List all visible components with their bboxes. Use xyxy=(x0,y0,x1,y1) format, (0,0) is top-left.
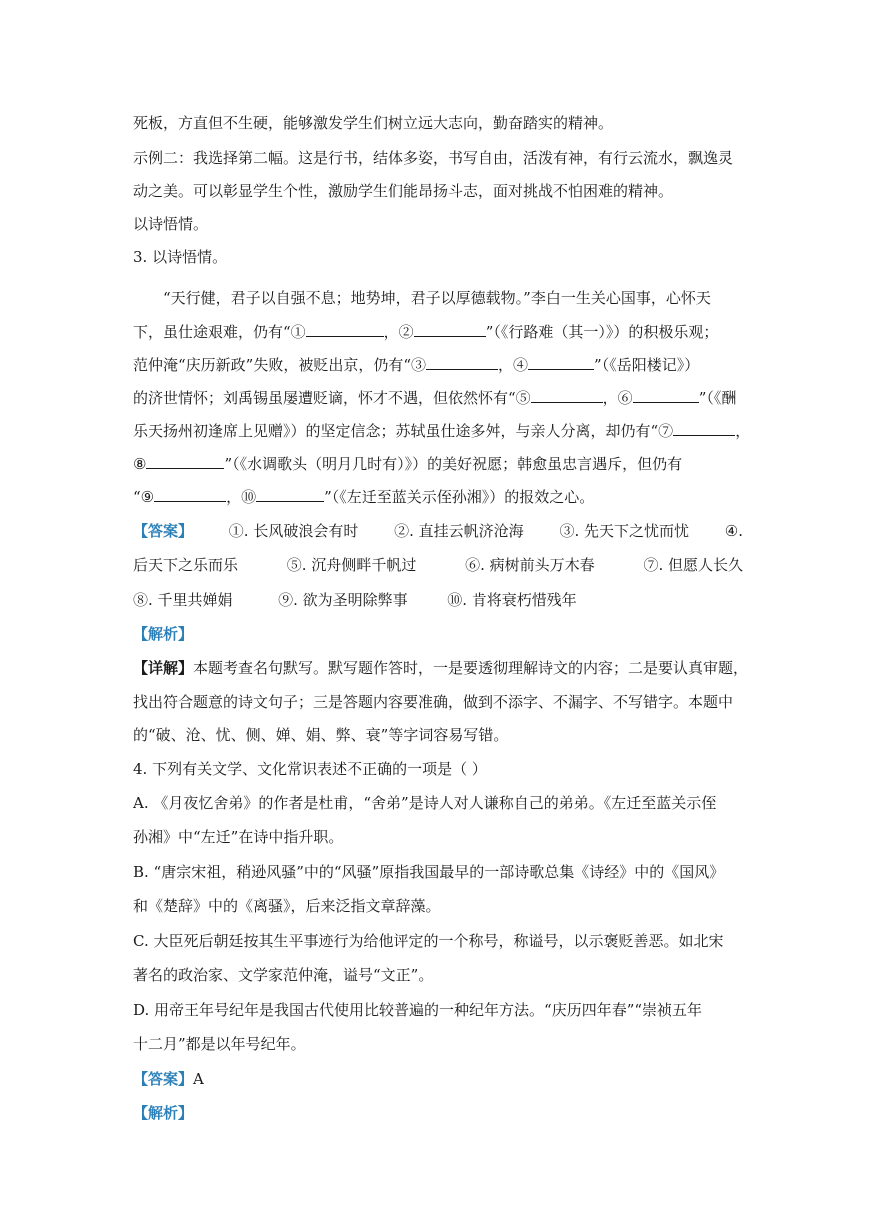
option-a: A. 《月夜忆舍弟》的作者是杜甫，“舍弟”是诗人对人谦称自己的弟弟。《左迁至蓝关示侄 xyxy=(133,794,717,812)
option-c: C. 大臣死后朝廷按其生平事迹行为给他评定的一个称号，称谥号，以示褒贬善恶。如北宋 xyxy=(133,932,724,950)
answer-item: ⑤. 沉舟侧畔千帆过 xyxy=(286,556,417,574)
answer-item: ②. 直挂云帆济沧海 xyxy=(394,522,524,540)
blank-7[interactable] xyxy=(673,419,735,436)
answer-item: ③. 先天下之忧而忧 xyxy=(559,522,689,540)
question-3-title: 3. 以诗悟情。 xyxy=(133,248,228,266)
text-line: 示例二：我选择第二幅。这是行书，结体多姿，书写自由，活泼有神，有行云流水，飘逸灵 xyxy=(133,149,734,167)
detail-tag: 【详解】 xyxy=(133,659,194,677)
question-4-title: 4. 下列有关文学、文化常识表述不正确的一项是（ ） xyxy=(133,760,487,778)
analysis-tag: 【解析】 xyxy=(133,625,194,643)
blank-5[interactable] xyxy=(531,386,603,403)
answer-row xyxy=(133,554,743,576)
option-a: 孙湘》中“左迁”在诗中指升职。 xyxy=(133,828,344,846)
question-3-text: 的济世情怀；刘禹锡虽屡遭贬谪，怀才不遇，但依然怀有“⑤ ，⑥ ”（《酬 xyxy=(133,386,743,409)
question-3-text: 乐天扬州初逢席上见赠》）的坚定信念；苏轼虽仕途多舛，与亲人分离，却仍有“⑦ ， xyxy=(133,419,743,442)
question-3-text: “天行健，君子以自强不息；地势坤，君子以厚德载物。”李白一生关心国事，心怀天 xyxy=(163,289,711,307)
detail-text: 找出符合题意的诗文句子；三是答题内容要准确，做到不添字、不漏字、不写错字。本题中 xyxy=(133,693,734,711)
answer-item: ④. xyxy=(724,522,743,540)
text-line: 动之美。可以彰显学生个性，激励学生们能昂扬斗志，面对挑战不怕困难的精神。 xyxy=(133,182,674,200)
blank-2[interactable] xyxy=(414,320,486,337)
option-d: D. 用帝王年号纪年是我国古代使用比较普遍的一种纪年方法。“庆历四年春”“崇祯五年 xyxy=(133,1001,703,1019)
question-3-text: ⑧ ”（《水调歌头（明月几时有）》）的美好祝愿；韩愈虽忠言遇斥，但仍有 xyxy=(133,452,743,475)
answer-row xyxy=(133,520,743,542)
analysis-tag: 【解析】 xyxy=(133,1104,194,1122)
blank-4[interactable] xyxy=(528,353,594,370)
option-c: 著名的政治家、文学家范仲淹，谥号“文正”。 xyxy=(133,966,434,984)
answer-item: ①. 长风破浪会有时 xyxy=(228,522,359,540)
blank-1[interactable] xyxy=(306,320,384,337)
answer-tag: 【答案】 xyxy=(133,1070,194,1088)
answer-value: A xyxy=(193,1070,204,1088)
blank-3[interactable] xyxy=(426,353,498,370)
answer-item: ⑥. 病树前头万木春 xyxy=(465,556,595,574)
text-line: 死板，方直但不生硬，能够激发学生们树立远大志向，勤奋踏实的精神。 xyxy=(133,114,614,132)
option-b: 和《楚辞》中的《离骚》，后来泛指文章辞藻。 xyxy=(133,897,441,915)
answer-row xyxy=(133,589,743,611)
answer-item: ⑧. 千里共婵娟 xyxy=(133,591,233,609)
question-3-text: “⑨ ，⑩ ”（《左迁至蓝关示侄孙湘》）的报效之心。 xyxy=(133,485,743,508)
blank-10[interactable] xyxy=(256,485,324,502)
answer-item: ⑩. 肯将衰朽惜残年 xyxy=(447,591,577,609)
detail-text: 【详解】本题考查名句默写。默写题作答时，一是要透彻理解诗文的内容；二是要认真审题， xyxy=(133,659,749,677)
blank-9[interactable] xyxy=(154,485,226,502)
option-d: 十二月”都是以年号纪年。 xyxy=(133,1035,306,1053)
answer-item: ⑨. 欲为圣明除弊事 xyxy=(278,591,408,609)
answer-item: ⑦. 但愿人长久 xyxy=(643,556,743,574)
blank-8[interactable] xyxy=(146,452,224,469)
blank-6[interactable] xyxy=(633,386,699,403)
question-3-text: 范仲淹“庆历新政”失败，被贬出京，仍有“③ ，④ ”（《岳阳楼记》） xyxy=(133,353,743,376)
text-line: 以诗悟情。 xyxy=(133,215,209,233)
question-3-text: 下，虽仕途艰难，仍有“① ，② ”（《行路难（其一）》）的积极乐观； xyxy=(133,320,743,343)
answer-item: 后天下之乐而乐 xyxy=(133,556,239,574)
detail-text: 的“破、沧、忧、侧、婵、娟、弊、衰”等字词容易写错。 xyxy=(133,726,509,744)
answer-tag: 【答案】 xyxy=(133,522,194,540)
option-b: B. “唐宗宋祖，稍逊风骚”中的“风骚”原指我国最早的一部诗歌总集《诗经》中的《国风》 xyxy=(133,863,725,881)
answer-line xyxy=(133,1068,743,1090)
